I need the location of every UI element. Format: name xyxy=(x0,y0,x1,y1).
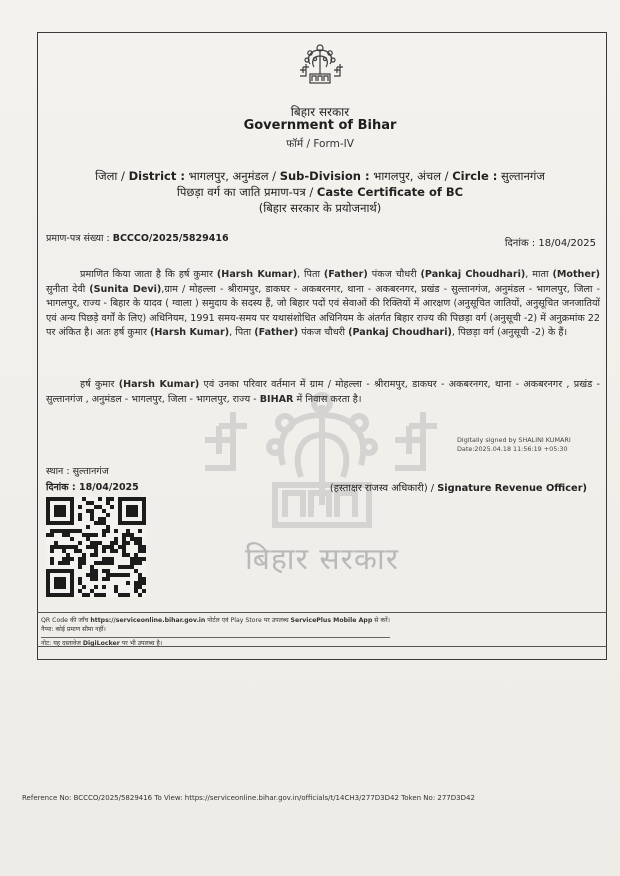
place-line: स्थान : सुल्तानगंज xyxy=(46,466,109,477)
gov-hindi-title: बिहार सरकार xyxy=(290,105,350,119)
revenue-officer-signature: (हस्ताक्षर राजस्व अधिकारी) / Signature Revenue Officer) xyxy=(329,483,587,494)
section-divider xyxy=(37,612,607,613)
residence-paragraph: हर्ष कुमार (Harsh Kumar) एवं उनका परिवार वर्तमान में ग्राम / मोहल्ला - श्रीरामपुर, डाकघर - अकबरनगर, थाना - अकबरनगर , प्रखंड - सुल्तानगंज , अनुमंडल - भागलपुर, जिला - भागलपुर, राज्य - BIHAR में निवास करता है। xyxy=(46,379,600,405)
watermark-text: बिहार सरकार xyxy=(244,542,400,577)
section-divider xyxy=(37,646,607,647)
certificate-date: दिनांक : 18/04/2025 xyxy=(504,238,596,249)
district-line: जिला / District : भागलपुर, अनुमंडल / Sub-Division : भागलपुर, अंचल / Circle : सुल्तानगंज xyxy=(95,169,545,183)
qr-verification-note: QR Code की जाँच https://serviceonline.bihar.gov.in पोर्टल एवं Play Store पर उपलब्ध ServicePlus Mobile App से करें। नैप्पा: कोई प्रमाण सीमा नहीं। नोट: यह दस्तावेज DigiLocker पर भी उपलब्ध है। xyxy=(41,617,390,647)
digital-signature: Digitally signed by SHALINI KUMARI Date:2025.04.18 11:56:19 +05:30 xyxy=(457,436,571,453)
certificate-title: पिछड़ा वर्ग का जाति प्रमाण-पत्र / Caste Certificate of BC xyxy=(176,185,464,199)
form-number: फॉर्म / Form-IV xyxy=(286,138,354,150)
bihar-emblem-icon xyxy=(296,40,344,88)
qr-code-icon xyxy=(46,497,146,597)
gov-english-title: Government of Bihar xyxy=(243,118,397,133)
reference-footer: Reference No: BCCCO/2025/5829416 To View: https://serviceonline.bihar.gov.in/officials/t/14CH3/277D3D42 Token No: 277D3D42 xyxy=(22,794,475,802)
place-date-line: दिनांक : 18/04/2025 xyxy=(46,482,139,493)
certificate-purpose: (बिहार सरकार के प्रयोजनार्थ) xyxy=(258,201,382,215)
certificate-number: प्रमाण-पत्र संख्या : BCCCO/2025/5829416 xyxy=(46,233,229,244)
certificate-body-paragraph: प्रमाणित किया जाता है कि हर्ष कुमार (Harsh Kumar), पिता (Father) पंकज चौधरी (Pankaj Choudhari), माता (Mother) सुनीता देवी (Sunita Devi),ग्राम / मोहल्ला - श्रीरामपुर, डाकघर - अकबरनगर, थाना - अकबरनगर, प्रखंड - सुल्तानगंज, अनुमंडल - भागलपुर, जिला - भागलपुर, राज्य - बिहार के यादव ( ग्वाला ) समुदाय के सदस्य हैं, जो बिहार पदों एवं सेवाओं की रिक्तियों में आरक्षण (अनुसूचित जातियों, अनुसूचित जनजातियों एवं अन्य पिछड़े वर्गों के लिए) अधिनियम, 1991 समय-समय पर यथासंशोधित अधिनियम के अंतर्गत बिहार राज्य की पिछड़ा वर्ग (अनुसूची -2) में अनुक्रमांक 22 पर अंकित है। अतः हर्ष कुमार (Harsh Kumar), पिता (Father) पंकज चौधरी (Pankaj Choudhari), पिछड़ा वर्ग (अनुसूची -2) के हैं। xyxy=(46,269,600,339)
